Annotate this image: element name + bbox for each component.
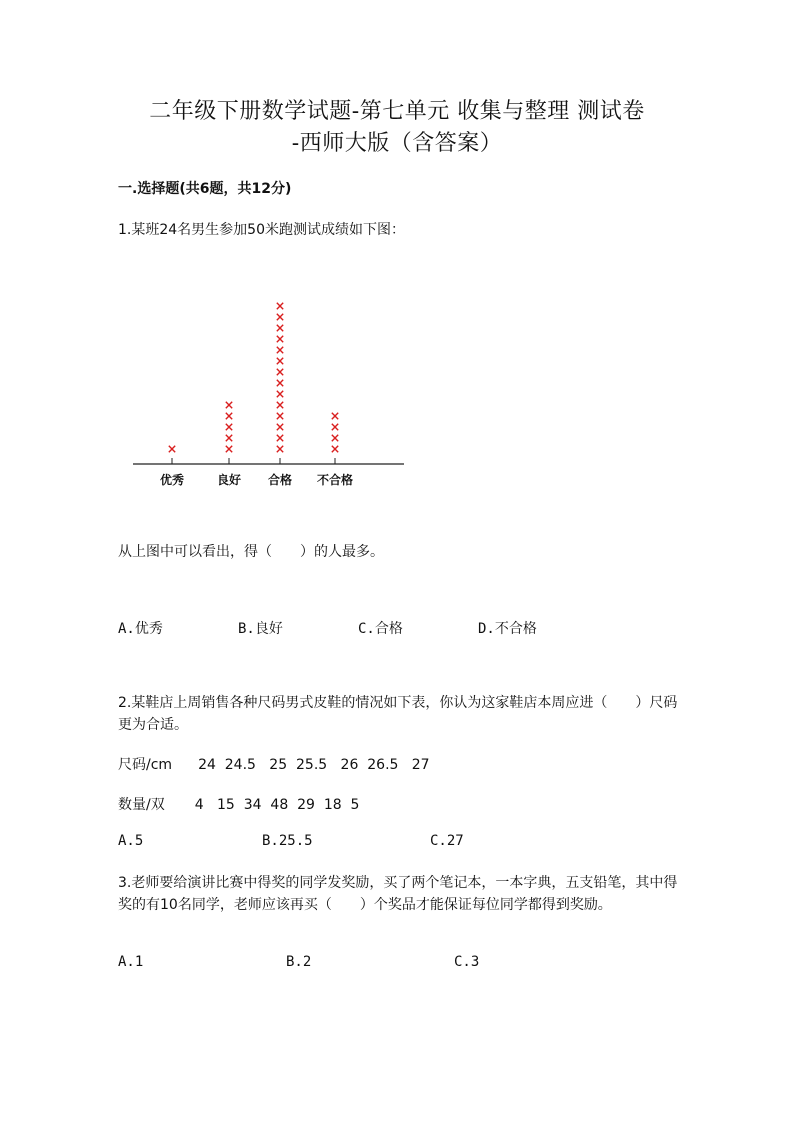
- title-line-2: -西师大版（含答案）: [291, 131, 503, 156]
- question-3-text: 3.老师要给演讲比赛中得奖的同学发奖励，买了两个笔记本，一本字典，五支铅笔，其中得奖的有10名同学，老师应该再买（ ）个奖品才能保证每位同学都得到奖励。: [118, 875, 678, 913]
- tally-mark: [277, 380, 283, 386]
- tally-mark: [226, 446, 232, 452]
- q1-option-c[interactable]: C.合格: [358, 621, 403, 637]
- tally-mark: [277, 446, 283, 452]
- category-label: 良好: [216, 473, 242, 487]
- q2-option-c[interactable]: C.27: [430, 833, 464, 849]
- tally-mark: [332, 446, 338, 452]
- tally-mark: [226, 424, 232, 430]
- tally-mark: [277, 391, 283, 397]
- tally-mark: [277, 303, 283, 309]
- tally-mark: [277, 347, 283, 353]
- q3-option-c[interactable]: C.3: [454, 954, 480, 970]
- tally-mark: [226, 402, 232, 408]
- question-1-text: 1.某班24名男生参加50米跑测试成绩如下图：: [118, 222, 405, 238]
- tally-mark: [226, 435, 232, 441]
- q1-option-d[interactable]: D.不合格: [478, 621, 537, 637]
- q3-option-b[interactable]: B.2: [286, 954, 312, 970]
- q1-option-b[interactable]: B.良好: [238, 621, 283, 637]
- tally-mark: [277, 369, 283, 375]
- tally-mark: [277, 358, 283, 364]
- question-2-text: 2.某鞋店上周销售各种尺码男式皮鞋的情况如下表，你认为这家鞋店本周应进（ ）尺码更为合适。: [118, 695, 678, 733]
- q2-option-a[interactable]: A.5: [118, 833, 144, 849]
- sizes-row: [118, 754, 430, 776]
- tally-mark: [277, 413, 283, 419]
- tally-mark: [277, 402, 283, 408]
- tally-mark: [277, 336, 283, 342]
- category-label: 不合格: [316, 473, 354, 487]
- q1-option-a[interactable]: A.优秀: [118, 621, 163, 637]
- title-line-1: 二年级下册数学试题-第七单元 收集与整理 测试卷: [149, 99, 645, 124]
- tally-mark: [169, 446, 175, 452]
- tally-mark: [277, 325, 283, 331]
- tally-mark: [332, 435, 338, 441]
- chart-columns: [160, 303, 353, 487]
- question-1-ask: 从上图中可以看出，得（ ）的人最多。: [118, 544, 384, 560]
- tally-mark: [277, 314, 283, 320]
- sizes-values: 24 24.5 25 25.5 26 26.5 27: [198, 757, 430, 773]
- category-label: 合格: [267, 473, 293, 487]
- tally-chart: [118, 290, 418, 500]
- tally-mark: [277, 435, 283, 441]
- tally-mark: [332, 424, 338, 430]
- tally-mark: [277, 424, 283, 430]
- counts-values: 4 15 34 48 29 18 5: [194, 797, 360, 813]
- counts-row: [118, 794, 359, 816]
- category-label: 优秀: [159, 473, 185, 487]
- q3-option-a[interactable]: A.1: [118, 954, 144, 970]
- tally-mark: [332, 413, 338, 419]
- sizes-label: 尺码/cm: [118, 757, 173, 773]
- counts-label: 数量/双: [118, 797, 165, 813]
- q2-option-b[interactable]: B.25.5: [262, 833, 313, 849]
- tally-mark: [226, 413, 232, 419]
- document-title: [60, 96, 734, 160]
- section-heading: 一.选择题(共6题，共12分): [118, 181, 292, 197]
